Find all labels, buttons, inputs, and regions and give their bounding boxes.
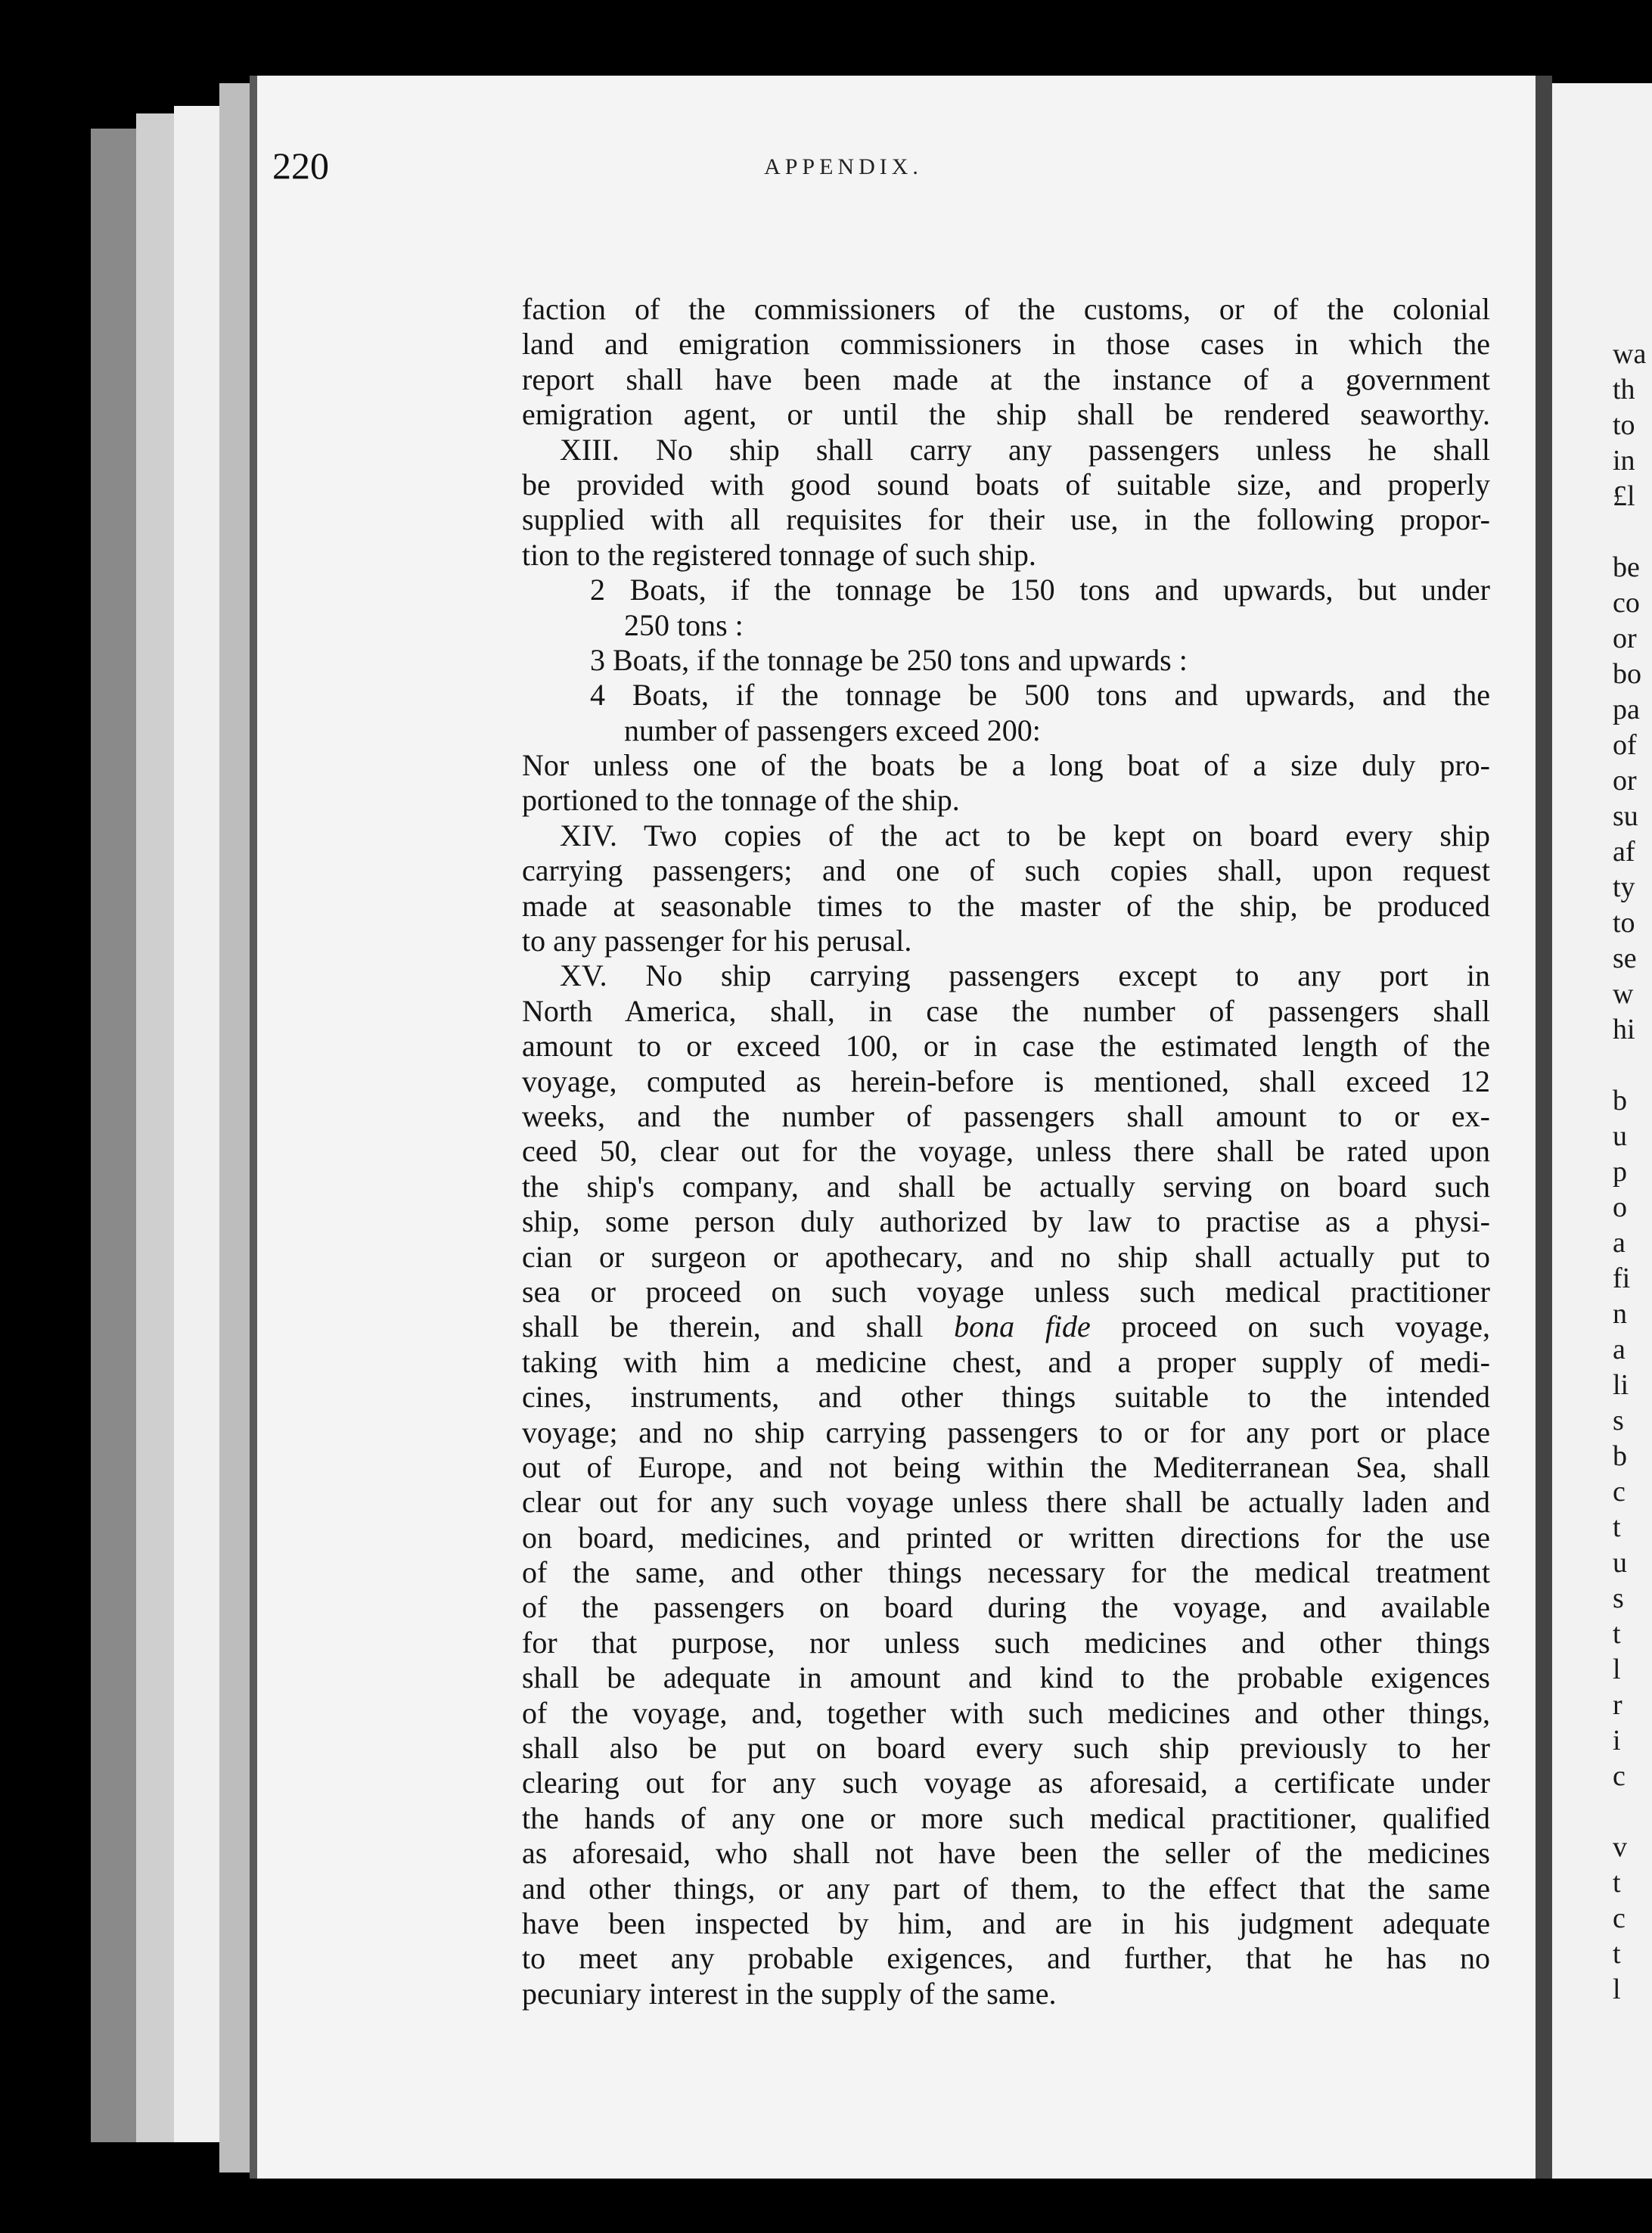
text-line: 3 Boats, if the tonnage be 250 tons and upwards :	[590, 642, 1188, 677]
facing-page-text-fragment: to	[1613, 409, 1635, 441]
facing-page-text-fragment: af	[1613, 836, 1635, 868]
text-line: weeks, and the number of passengers shall amount to or ex-	[522, 1098, 1490, 1133]
text-line: emigration agent, or until the ship shall be rendered seaworthy.	[522, 397, 1490, 432]
text-line: ceed 50, clear out for the voyage, unless there shall be rated upon	[522, 1134, 1490, 1169]
facing-page-text-fragment: hi	[1613, 1014, 1635, 1045]
page-number: 220	[272, 144, 329, 187]
text-line: number of passengers exceed 200:	[624, 713, 1041, 747]
text-line: have been inspected by him, and are in his judgment adequate	[522, 1905, 1490, 1940]
text-line: XV. No ship carrying passengers except to any port in	[560, 958, 1490, 993]
running-head: APPENDIX.	[764, 154, 923, 179]
text-line: the hands of any one or more such medical practitioner, qualified	[522, 1800, 1490, 1835]
facing-page-text-fragment: o	[1613, 1191, 1627, 1223]
text-line: cines, instruments, and other things suitable to the intended	[522, 1380, 1490, 1415]
text-line: clearing out for any such voyage as aforesaid, a certificate under	[522, 1766, 1490, 1800]
facing-page-text-fragment: u	[1613, 1547, 1627, 1579]
facing-page-text-fragment: p	[1613, 1156, 1627, 1188]
facing-page-text-fragment: n	[1613, 1298, 1627, 1330]
text-line: and other things, or any part of them, to the effect that the same	[522, 1871, 1490, 1905]
book-gutter	[1536, 76, 1552, 2179]
text-line: XIV. Two copies of the act to be kept on board every ship	[560, 818, 1490, 853]
facing-page-text-fragment: t	[1613, 1511, 1621, 1543]
text-line: clear out for any such voyage unless there shall be actually laden and	[522, 1485, 1490, 1520]
text-line: portioned to the tonnage of the ship.	[522, 783, 960, 818]
text-line: pecuniary interest in the supply of the same.	[522, 1976, 1057, 2011]
text-line: as aforesaid, who shall not have been the seller of the medicines	[522, 1836, 1490, 1871]
text-line: of the voyage, and, together with such medicines and other things,	[522, 1695, 1490, 1730]
facing-page-text-fragment: su	[1613, 800, 1638, 832]
text-line: land and emigration commissioners in those cases in which the	[522, 327, 1490, 362]
text-line: the ship's company, and shall be actually serving on board such	[522, 1169, 1490, 1203]
page-edge-stack	[136, 113, 174, 2142]
facing-page-text-fragment: be	[1613, 551, 1640, 583]
facing-page-text-fragment: pa	[1613, 694, 1640, 725]
facing-page-text-fragment: a	[1613, 1227, 1626, 1259]
facing-page-text-fragment	[1552, 1794, 1652, 1830]
text-line: 4 Boats, if the tonnage be 500 tons and upwards, and the	[590, 678, 1490, 713]
facing-page-text-fragment: of	[1613, 729, 1637, 761]
facing-page-text-fragment: l	[1613, 1974, 1621, 2005]
text-line: XIII. No ship shall carry any passengers unless he shall	[560, 432, 1490, 467]
text-line: carrying passengers; and one of such copies shall, upon request	[522, 853, 1490, 888]
facing-page-text-fragment: £l	[1613, 480, 1635, 512]
text-line: to any passenger for his perusal.	[522, 924, 912, 958]
facing-page-text-fragment: b	[1613, 1085, 1627, 1116]
facing-page-text-fragment: bo	[1613, 658, 1641, 690]
facing-page-text-fragment: a	[1613, 1334, 1626, 1365]
text-line: be provided with good sound boats of suitable size, and properly	[522, 467, 1490, 502]
page-header	[272, 144, 1414, 197]
facing-page-text-fragment: l	[1613, 1654, 1621, 1685]
facing-page-text-fragment: i	[1613, 1725, 1621, 1756]
text-line: North America, shall, in case the number of passengers shall	[522, 993, 1490, 1028]
text-line: report shall have been made at the instance of a government	[522, 362, 1490, 396]
page-edge-stack	[174, 106, 219, 2142]
facing-page-text-fragment: th	[1613, 374, 1635, 405]
facing-page-text-fragment: r	[1613, 1689, 1622, 1721]
page-edge-stack	[91, 129, 136, 2142]
facing-page-text-fragment: t	[1613, 1938, 1621, 1970]
text-line: 250 tons :	[624, 607, 744, 642]
facing-page-text-fragment: ty	[1613, 871, 1635, 903]
text-line: supplied with all requisites for their use, in the following propor-	[522, 502, 1490, 537]
facing-page-text-fragment	[1552, 514, 1652, 550]
text-line: 2 Boats, if the tonnage be 150 tons and upwards, but under	[590, 573, 1490, 607]
text-line: Nor unless one of the boats be a long boat of a size duly pro-	[522, 748, 1490, 783]
text-line: to meet any probable exigences, and further, that he has no	[522, 1941, 1490, 1976]
facing-page-text-fragment: v	[1613, 1831, 1627, 1863]
facing-page-text-fragment: to	[1613, 907, 1635, 939]
facing-page-text-fragment: s	[1613, 1405, 1624, 1436]
text-line: taking with him a medicine chest, and a proper supply of medi-	[522, 1344, 1490, 1379]
facing-page-text-fragment: wa	[1613, 338, 1647, 370]
facing-page-text-fragment: se	[1613, 943, 1637, 974]
facing-page-text-fragment: t	[1613, 1867, 1621, 1899]
text-line: shall be adequate in amount and kind to the probable exigences	[522, 1660, 1490, 1695]
facing-page-text-fragment: c	[1613, 1476, 1626, 1508]
text-line: amount to or exceed 100, or in case the estimated length of the	[522, 1029, 1490, 1064]
text-line: of the passengers on board during the voyage, and available	[522, 1590, 1490, 1625]
text-line: ship, some person duly authorized by law to practise as a physi-	[522, 1204, 1490, 1239]
text-line: shall also be put on board every such ship previously to her	[522, 1731, 1490, 1766]
text-line: of the same, and other things necessary for the medical treatment	[522, 1555, 1490, 1590]
facing-page-text-fragment: co	[1613, 587, 1640, 619]
facing-page-text-fragment: w	[1613, 978, 1634, 1010]
facing-page-text-fragment: c	[1613, 1760, 1626, 1792]
facing-page-text-fragment: in	[1613, 445, 1635, 477]
text-line: made at seasonable times to the master of the ship, be produced	[522, 888, 1490, 923]
facing-page-text-fragment: u	[1613, 1120, 1627, 1152]
text-line: cian or surgeon or apothecary, and no ship shall actually put to	[522, 1239, 1490, 1274]
facing-page-text-fragment	[1552, 1048, 1652, 1083]
facing-page-fragment	[1552, 83, 1652, 2179]
text-line: out of Europe, and not being within the Mediterranean Sea, shall	[522, 1449, 1490, 1484]
text-line: voyage; and no ship carrying passengers to or for any port or place	[522, 1415, 1490, 1449]
facing-page-text-fragment: t	[1613, 1618, 1621, 1650]
text-line: sea or proceed on such voyage unless such medical practitioner	[522, 1274, 1490, 1309]
facing-page-text-fragment: c	[1613, 1902, 1626, 1934]
facing-page-text-fragment: s	[1613, 1582, 1624, 1614]
page-edge-stack	[219, 83, 250, 2172]
facing-page-text-fragment: b	[1613, 1440, 1627, 1472]
text-line: faction of the commissioners of the customs, or of the colonial	[522, 292, 1490, 326]
text-line: on board, medicines, and printed or written directions for the use	[522, 1520, 1490, 1554]
text-line: for that purpose, nor unless such medicines and other things	[522, 1625, 1490, 1660]
text-line: shall be therein, and shall bona fide proceed on such voyage,	[522, 1309, 1490, 1344]
facing-page-text-fragment: fi	[1613, 1262, 1631, 1294]
facing-page-text-fragment: or	[1613, 765, 1637, 797]
text-line: tion to the registered tonnage of such ship.	[522, 537, 1036, 572]
facing-page-text-fragment: or	[1613, 623, 1637, 654]
text-line: voyage, computed as herein-before is mentioned, shall exceed 12	[522, 1064, 1490, 1098]
body-text	[522, 292, 1490, 2011]
facing-page-text-fragment: li	[1613, 1369, 1629, 1401]
